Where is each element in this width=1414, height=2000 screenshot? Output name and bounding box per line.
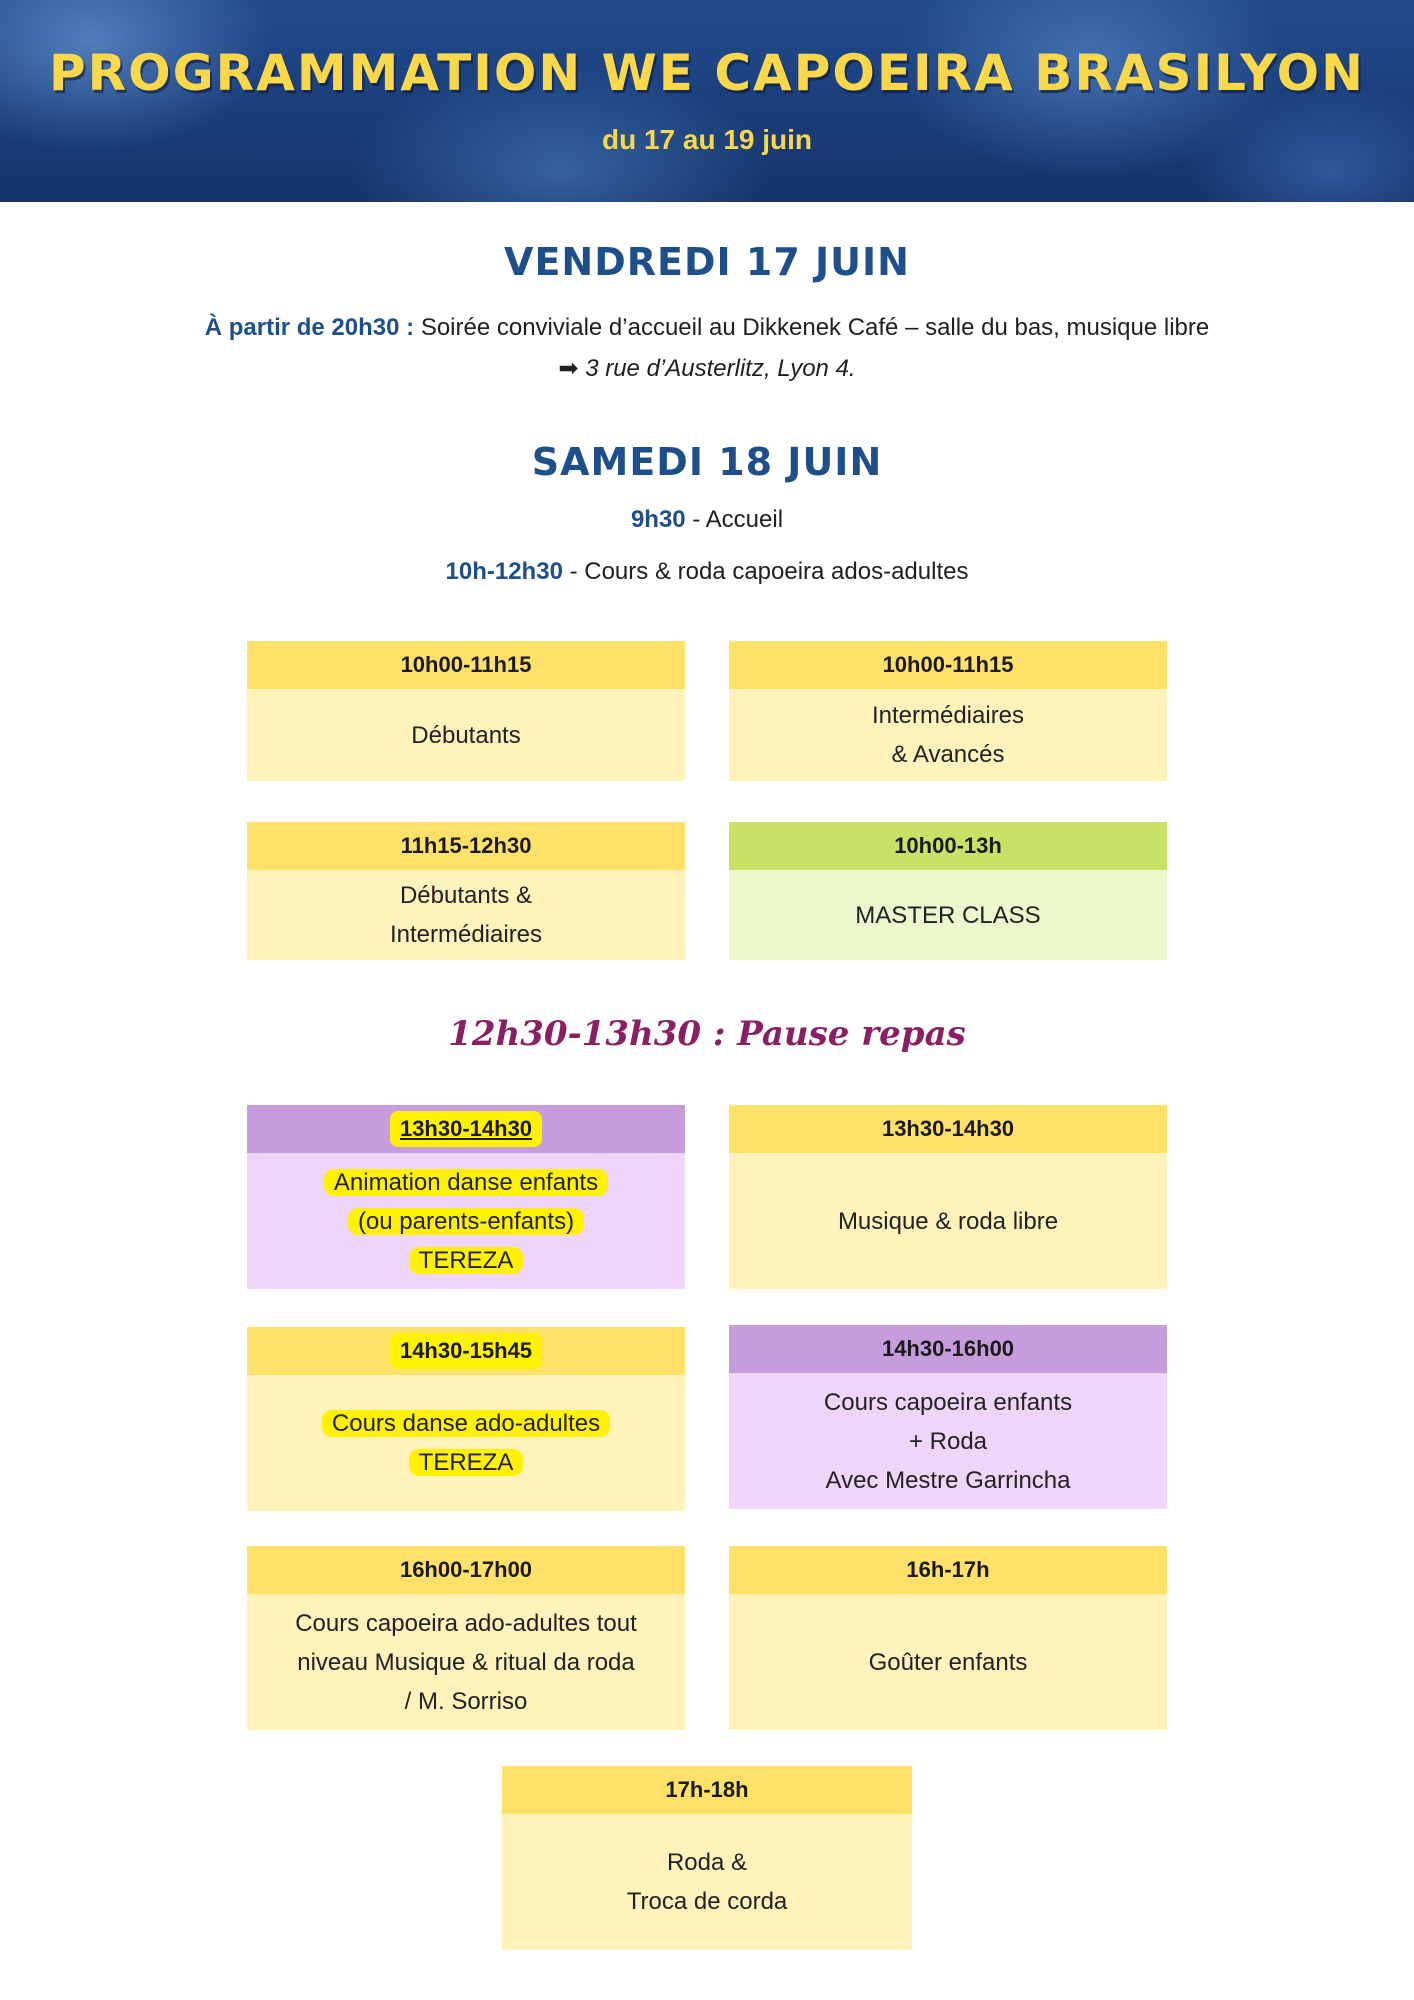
- card-line: Cours danse ado-adultes: [322, 1410, 610, 1437]
- schedule-card-kids-dance: [247, 1105, 685, 1289]
- saturday-item: [0, 558, 1414, 586]
- card-body: [729, 1594, 1167, 1730]
- page-subtitle: du 17 au 19 juin: [601, 124, 813, 155]
- saturday-item-time: 10h-12h30: [445, 558, 563, 585]
- card-line: MASTER CLASS: [855, 901, 1041, 929]
- card-time: 14h30-16h00: [729, 1325, 1167, 1373]
- schedule-card-teen-dance: [247, 1327, 685, 1511]
- card-line: Débutants: [411, 721, 521, 749]
- card-body: [247, 1153, 685, 1289]
- card-line: / M. Sorriso: [404, 1687, 528, 1715]
- card-body: [729, 1373, 1167, 1509]
- card-line: Débutants &: [399, 882, 533, 909]
- card-line: Goûter enfants: [868, 1648, 1028, 1676]
- friday-time: À partir de 20h30 :: [204, 314, 415, 341]
- card-time: 10h00-11h15: [729, 641, 1167, 689]
- card-line: + Roda: [908, 1427, 988, 1455]
- card-time: 16h-17h: [729, 1546, 1167, 1594]
- arrow-right-icon: ➡: [558, 355, 579, 382]
- card-line: Animation danse enfants: [324, 1169, 608, 1196]
- card-line: Roda &: [666, 1849, 748, 1876]
- card-line: Troca de corda: [626, 1888, 788, 1915]
- page-title: PROGRAMMATION WE CAPOEIRA BRASILYON: [48, 44, 1366, 102]
- friday-address: 3 rue d’Austerlitz, Lyon 4.: [585, 355, 856, 382]
- card-line: Cours capoeira ado-adultes tout: [295, 1609, 637, 1637]
- schedule-card: [247, 1546, 685, 1730]
- card-line: & Avancés: [891, 741, 1005, 768]
- friday-address-line: [0, 354, 1414, 383]
- card-time-wrap: [247, 1327, 685, 1375]
- saturday-item: [0, 506, 1414, 534]
- card-body: [729, 870, 1167, 960]
- card-line: Cours capoeira enfants: [823, 1388, 1073, 1416]
- schedule-card: [729, 1105, 1167, 1289]
- card-time: 13h30-14h30: [729, 1105, 1167, 1153]
- card-body: [247, 870, 685, 960]
- card-time: 13h30-14h30: [390, 1111, 542, 1147]
- card-line: TEREZA: [409, 1449, 524, 1476]
- lunch-break: 12h30-13h30 : Pause repas: [448, 1014, 966, 1054]
- card-line: (ou parents-enfants): [348, 1208, 584, 1235]
- card-body: [729, 689, 1167, 781]
- card-time: 17h-18h: [502, 1766, 912, 1814]
- card-time: 16h00-17h00: [247, 1546, 685, 1594]
- card-line: Avec Mestre Garrincha: [825, 1466, 1071, 1494]
- saturday-item-text: - Accueil: [685, 506, 784, 533]
- friday-title: VENDREDI 17 JUIN: [504, 240, 910, 284]
- schedule-card-kids-capoeira: [729, 1325, 1167, 1509]
- schedule-card: [502, 1766, 912, 1950]
- card-line: TEREZA: [409, 1247, 524, 1274]
- card-time: 14h30-15h45: [390, 1333, 542, 1369]
- saturday-item-time: 9h30: [630, 506, 686, 533]
- card-time-wrap: [247, 1105, 685, 1153]
- saturday-item-text: - Cours & roda capoeira ados-adultes: [562, 558, 969, 585]
- card-line: Intermédiaires: [871, 702, 1025, 729]
- card-body: [247, 1375, 685, 1511]
- saturday-title: SAMEDI 18 JUIN: [531, 440, 883, 484]
- card-time: 11h15-12h30: [247, 822, 685, 870]
- card-time: 10h00-11h15: [247, 641, 685, 689]
- card-time: 10h00-13h: [729, 822, 1167, 870]
- card-line: Musique & roda libre: [837, 1207, 1059, 1235]
- friday-event: [0, 314, 1414, 342]
- schedule-card: [247, 822, 685, 960]
- card-body: [729, 1153, 1167, 1289]
- friday-description: Soirée conviviale d’accueil au Dikkenek Café – salle du bas, musique libre: [420, 314, 1210, 341]
- schedule-card: [729, 1546, 1167, 1730]
- schedule-card-masterclass: [729, 822, 1167, 960]
- card-line: Intermédiaires: [389, 921, 543, 948]
- schedule-card: [729, 641, 1167, 781]
- card-body: [247, 689, 685, 781]
- card-body: [502, 1814, 912, 1950]
- card-body: [247, 1594, 685, 1730]
- schedule-card: [247, 641, 685, 781]
- card-line: niveau Musique & ritual da roda: [297, 1648, 635, 1676]
- header-banner: [0, 0, 1414, 202]
